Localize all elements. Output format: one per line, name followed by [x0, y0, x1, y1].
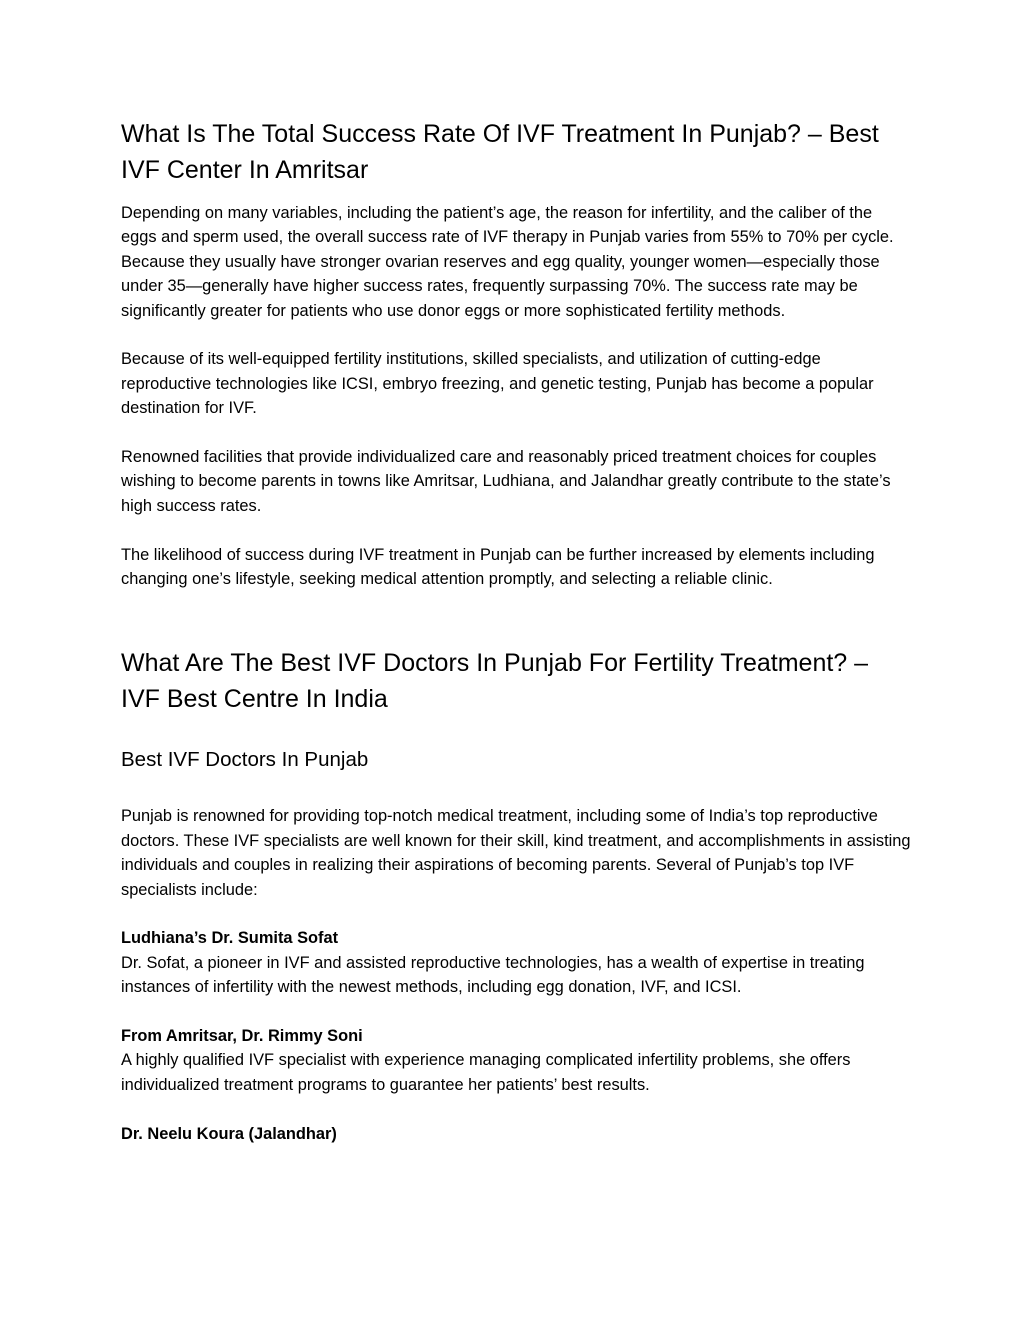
paragraph-intro-doctors: Punjab is renowned for providing top-notch medical treatment, including some of India’s top reproductive doctors. These IVF specialists are well known for their skill, kind treatment, and accomplishments in assisting individuals and couples in realizing their aspirations of becoming parents. Several of Punjab’s top IVF specialists include: [121, 807, 911, 899]
subheading-wrap [121, 746, 911, 774]
doctor-name: Ludhiana’s Dr. Sumita Sofat [121, 929, 339, 948]
doctor-name: Dr. Neelu Koura (Jalandhar) [121, 1124, 337, 1143]
section-heading-best-doctors: What Are The Best IVF Doctors In Punjab For Fertility Treatment? – IVF Best Centre In India [121, 649, 869, 714]
paragraph-spacer [121, 421, 911, 445]
subheading-best-doctors: Best IVF Doctors In Punjab [121, 748, 369, 772]
paragraph-spacer [121, 518, 911, 542]
doctor-description: A highly qualified IVF specialist with experience managing complicated infertility problems, she offers individualized treatment programs to guarantee her patients’ best results. [121, 1051, 851, 1094]
paragraph-punjab-destination: Because of its well-equipped fertility institutions, skilled specialists, and utilization of cutting-edge reproductive technologies like ICSI, embryo freezing, and genetic testing, Punjab has become a popular destination for IVF. [121, 350, 874, 418]
paragraph-spacer [121, 1000, 911, 1024]
paragraph-success-rate: Depending on many variables, including the patient’s age, the reason for infertility, and the caliber of the eggs and sperm used, the overall success rate of IVF therapy in Punjab varies from 55% to 70% per cycle. Because they usually have stronger ovarian reserves and egg quality, younger women—especially those under 35—generally have higher success rates, frequently surpassing 70%. The success rate may be significantly greater for patients who use donor eggs or more sophisticated fertility methods. [121, 204, 894, 320]
paragraph-spacer [121, 323, 911, 347]
doctor-description: Dr. Sofat, a pioneer in IVF and assisted reproductive technologies, has a wealth of expertise in treating instances of infertility with the newest methods, including egg donation, IVF, and ICSI. [121, 953, 865, 997]
paragraph-spacer [121, 1097, 911, 1121]
section-heading-success-rate: What Is The Total Success Rate Of IVF Treatment In Punjab? – Best IVF Center In Amritsar [121, 120, 879, 184]
paragraph-renowned-facilities: Renowned facilities that provide individualized care and reasonably priced treatment choices for couples wishing to become parents in towns like Amritsar, Ludhiana, and Jalandhar greatly contribute to the state’s high success rates. [121, 448, 891, 515]
paragraph-likelihood: The likelihood of success during IVF treatment in Punjab can be further increased by elements including changing one’s lifestyle, seeking medical attention promptly, and selecting a reliable clinic. [121, 545, 875, 589]
paragraph-spacer [121, 902, 911, 926]
section-heading-wrap [121, 645, 911, 717]
doctor-name: From Amritsar, Dr. Rimmy Soni [121, 1027, 363, 1046]
document-page [121, 116, 911, 1146]
